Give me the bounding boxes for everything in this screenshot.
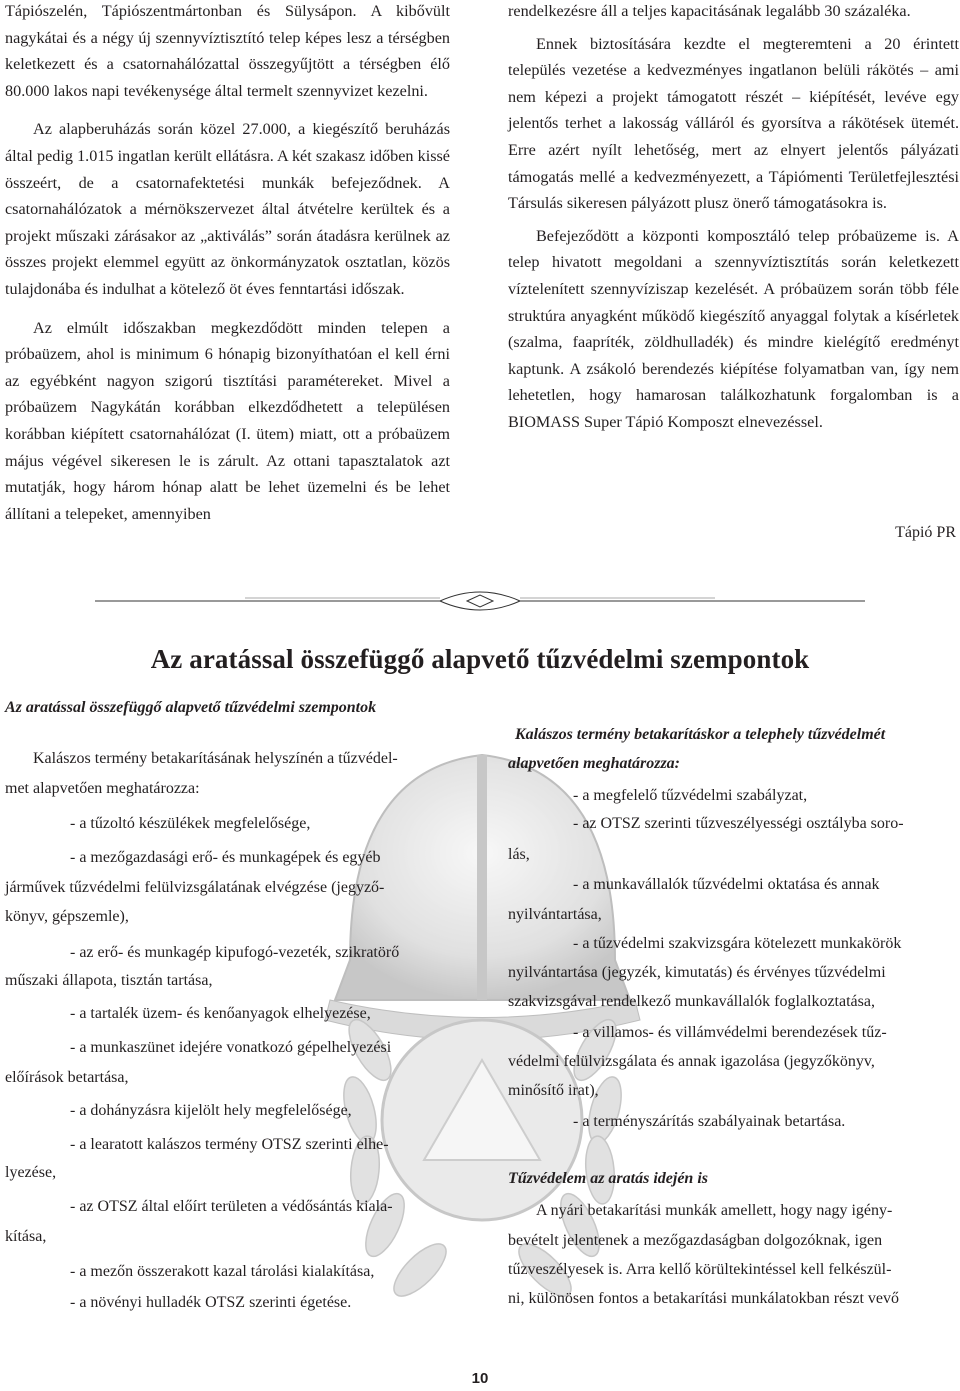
- article-title: Az aratással összefüggő alapvető tűzvédelmi szempontok: [150, 644, 810, 674]
- paragraph: Befejeződött a központi komposztáló telep próbaüzeme is. A telep hivatott megoldani a szennyvíztisztítás során keletkezett víztelenített szennyvíziszap kezelését. A próbaüzem során több féle struktúra anyagként működő kiegészítő anyaggal folytak a kísérletek (szalma, faapríték, zöldhulladék) és mindre kielégítő eredményt kaptunk. A zsákoló berendezés kiépítése folyamatban van, így nem lehetetlen, hogy hamarosan találkozhatunk forgalomban is a BIOMASS Super Tápió Komposzt elnevezéssel.: [508, 226, 959, 431]
- left-text-column: [5, 0, 450, 527]
- list-item: - a mezőgazdasági erő- és munkagépek és egyéb: [70, 849, 381, 866]
- list-item: - a terményszárítás szabályainak betartása.: [573, 1113, 846, 1130]
- text-line: szakvizsgával rendelkező munkavállalók foglalkoztatása,: [508, 993, 875, 1010]
- paragraph: Az elmúlt időszakban megkezdődött minden telepen a próbaüzem, ahol is minimum 6 hónapig bizonyíthatóan el kell érni az egyébként nagyon szigorú tisztítási paramétereket. Mivel a próbaüzem Nagykátán korábban elkezdődhetett a településen korábban kiépített csatornahálózat (I. ütem) miatt, ott a próbaüzem május végével sikeresen le is zárult. Az ottani tapasztalatok azt mutatják, hogy három hónap alatt be lehet üzemelni és be lehet állítani a telepeket, amennyiben: [5, 318, 450, 523]
- section-heading: Kalászos termény betakarításkor a telephely tűzvédelmét: [515, 726, 886, 743]
- text-line: lás,: [508, 846, 530, 863]
- text-line: nyilvántartása (jegyzék, kimutatás) és érvényes tűzvédelmi: [508, 964, 886, 981]
- section-heading: Tűzvédelem az aratás idején is: [508, 1170, 708, 1187]
- list-item: - a munkaszünet idejére vonatkozó gépelhelyezési: [70, 1039, 392, 1056]
- paragraph: rendelkezésre áll a teljes kapacitásának legalább 30 százaléka.: [508, 2, 911, 20]
- list-item: - a tűzvédelmi szakvizsgára kötelezett munkakörök: [573, 935, 902, 952]
- text-line: nyilvántartása,: [508, 906, 602, 923]
- list-item: - a villamos- és villámvédelmi berendezések tűz-: [573, 1024, 887, 1041]
- right-text-column: [508, 0, 959, 436]
- list-item: - a munkavállalók tűzvédelmi oktatása és annak: [573, 876, 880, 893]
- text-line: előírások betartása,: [5, 1069, 129, 1086]
- section-heading: Az aratással összefüggő alapvető tűzvédelmi szempontok: [5, 699, 377, 716]
- text-line: járművek tűzvédelmi felülvizsgálatának elvégzése (jegyző-: [5, 879, 385, 896]
- text-line: műszaki állapota, tisztán tartása,: [5, 972, 213, 989]
- ornament-divider: [95, 588, 865, 614]
- list-item: - a tűzoltó készülékek megfelelősége,: [70, 815, 311, 832]
- text-line: tűzveszélyesek is. Arra kellő körültekintéssel kell felkészül-: [508, 1261, 892, 1278]
- list-item: - az OTSZ szerinti tűzveszélyességi osztályba soro-: [573, 815, 904, 832]
- text-line: könyv, gépszemle),: [5, 908, 129, 925]
- paragraph: Az alapberuházás során közel 27.000, a kiegészítő beruházás által pedig 1.015 ingatlan került ellátásra. A két szakasz időben kissé összeért, de a csatornafektetési munkák befejeződnek. A csatornahálózatok a mérnökszervezet által átvételre kerültek és a projekt műszaki zárásakor az „aktiválás” során átadásra kerülnek az összes projekt elemmel együtt az önkormányzatok osztatlan, közös tulajdonába és indulhat a kötelező öt éves fenntartási időszak.: [5, 120, 450, 298]
- author-signature: Tápió PR: [895, 524, 956, 541]
- text-line: védelmi felülvizsgálata és annak igazolása (jegyzőkönyv,: [508, 1053, 875, 1070]
- text-line: A nyári betakarítási munkák amellett, hogy nagy igény-: [536, 1202, 893, 1219]
- paragraph: Tápiószelén, Tápiószentmártonban és Sülysápon. A kibővült nagykátai és a négy új szennyvíztisztító telep képes lesz a térségben keletkezett és a csatornahálózattal összegyűjtött a térségben élő 80.000 lakos napi tevékenysége által termelt szennyvizet kezelni.: [5, 2, 450, 100]
- list-item: - a learatott kalászos termény OTSZ szerinti elhe-: [70, 1136, 389, 1153]
- list-item: - a dohányzásra kijelölt hely megfelelősége,: [70, 1102, 352, 1119]
- text-line: ni, különösen fontos a betakarítási munkálatokban részt vevő: [508, 1290, 900, 1307]
- text-line: lyezése,: [5, 1164, 57, 1181]
- paragraph: Ennek biztosítására kezdte el megteremteni a 20 érintett település vezetése a kedvezményes ingatlanon belüli rákötés – ami nem képezi a projekt támogatott részét – kiépítését, levéve egy jelentős terhet a lakosság válláról és gyorsítva a rákötések ütemét. Erre azért nyílt lehetőség, mert az elnyert jelentős pályázati támogatás mellé a kedvezményezett, a Tápiómenti Területfejlesztési Társulás sikeresen pályázott plusz önerő támogatásokra is.: [508, 34, 959, 213]
- page-number: 10: [471, 1370, 489, 1387]
- list-item: - az OTSZ által előírt területen a védősántás kiala-: [70, 1198, 393, 1215]
- text-line: met alapvetően meghatározza:: [5, 780, 200, 797]
- list-item: - a megfelelő tűzvédelmi szabályzat,: [573, 787, 808, 804]
- text-line: Kalászos termény betakarításának helyszínén a tűzvédel-: [33, 750, 398, 767]
- list-item: - a növényi hulladék OTSZ szerinti égetése.: [70, 1294, 352, 1311]
- list-item: - a mezőn összerakott kazal tárolási kialakítása,: [70, 1263, 375, 1280]
- list-item: - a tartalék üzem- és kenőanyagok elhelyezése,: [70, 1005, 371, 1022]
- section-heading: alapvetően meghatározza:: [508, 755, 680, 772]
- text-line: kítása,: [5, 1228, 47, 1245]
- text-line: bevételt jelentenek a mezőgazdaságban dolgozóknak, igen: [508, 1232, 883, 1249]
- text-line: minősítő irat),: [508, 1082, 599, 1099]
- list-item: - az erő- és munkagép kipufogó-vezeték, szikratörő: [70, 944, 400, 961]
